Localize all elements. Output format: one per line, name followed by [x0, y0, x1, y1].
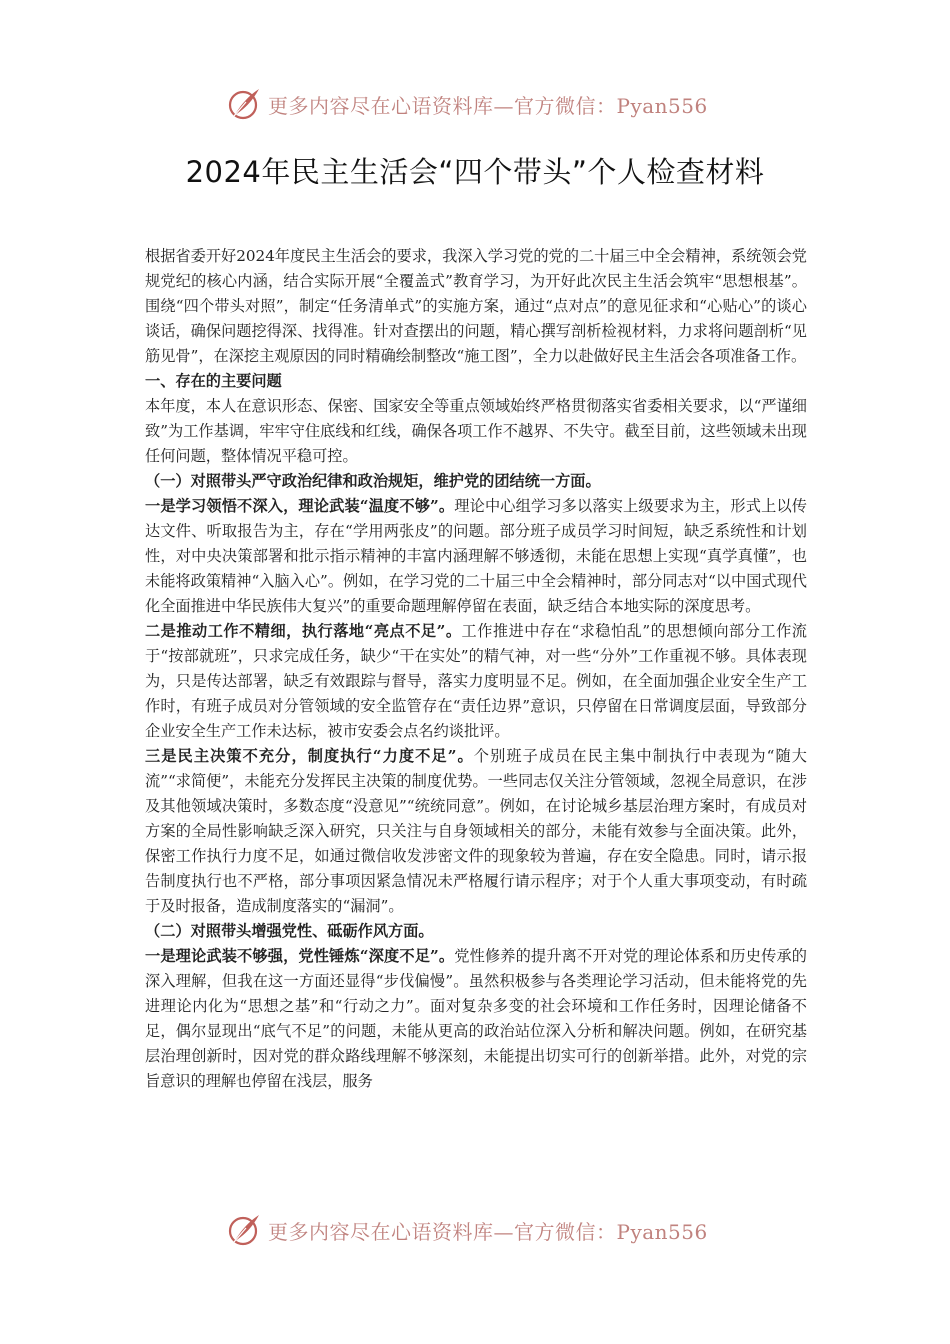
watermark-banner-bottom [226, 1210, 726, 1250]
paragraph-2-lead: 一是学习领悟不深入，理论武装“温度不够”。 [145, 497, 455, 515]
document-body [145, 244, 807, 1094]
subsection-heading-2: （二）对照带头增强党性、砥砺作风方面。 [145, 922, 434, 940]
paragraph-5-lead: 一是理论武装不够强，党性锤炼“深度不足”。 [145, 947, 455, 965]
subsection-heading-1: （一）对照带头严守政治纪律和政治规矩，维护党的团结统一方面。 [145, 472, 601, 490]
watermark-banner-top [226, 84, 726, 124]
paragraph-4-lead: 三是民主决策不充分，制度执行“力度不足”。 [145, 747, 474, 765]
paragraph-2-body: 理论中心组学习多以落实上级要求为主，形式上以传达文件、听取报告为主，存在“学用两张皮”的问题。部分班子成员学习时间短，缺乏系统性和计划性，对中央决策部署和批示指示精神的丰富内涵理解不够透彻，未能在思想上实现“真学真懂”，也未能将政策精神“入脑入心”。例如，在学习党的二十届三中全会精神时，部分同志对“以中国式现代化全面推进中华民族伟大复兴”的重要命题理解停留在表面，缺乏结合本地实际的深度思考。 [145, 497, 807, 615]
paragraph-5-body: 党性修养的提升离不开对党的理论体系和历史传承的深入理解，但我在这一方面还显得“步伐偏慢”。虽然积极参与各类理论学习活动，但未能将党的先进理论内化为“思想之基”和“行动之力”。面对复杂多变的社会环境和工作任务时，因理论储备不足，偶尔显现出“底气不足”的问题，未能从更高的政治站位深入分析和解决问题。例如，在研究基层治理创新时，因对党的群众路线理解不够深刻，未能提出切实可行的创新举措。此外，对党的宗旨意识的理解也停留在浅层，服务 [145, 947, 807, 1090]
feather-logo-icon [226, 86, 262, 122]
paragraph-1: 本年度，本人在意识形态、保密、国家安全等重点领域始终严格贯彻落实省委相关要求，以“严谨细致”为工作基调，牢牢守住底线和红线，确保各项工作不越界、不失守。截至目前，这些领域未出现任何问题，整体情况平稳可控。 [145, 397, 807, 465]
watermark-text: 更多内容尽在心语资料库—官方微信：Pyan556 [268, 1219, 708, 1244]
paragraph-2 [145, 494, 807, 619]
intro-paragraph: 根据省委开好2024年度民主生活会的要求，我深入学习党的党的二十届三中全会精神，系统领会党规党纪的核心内涵，结合实际开展“全覆盖式”教育学习，为开好此次民主生活会筑牢“思想根基”。围绕“四个带头对照”，制定“任务清单式”的实施方案，通过“点对点”的意见征求和“心贴心”的谈心谈话，确保问题挖得深、找得准。针对查摆出的问题，精心撰写剖析检视材料，力求将问题剖析“见筋见骨”，在深挖主观原因的同时精确绘制整改“施工图”，全力以赴做好民主生活会各项准备工作。 [145, 247, 807, 365]
paragraph-4-body: 个别班子成员在民主集中制执行中表现为“随大流”“求简便”，未能充分发挥民主决策的制度优势。一些同志仅关注分管领域，忽视全局意识，在涉及其他领域决策时，多数态度“没意见”“统统同意”。例如，在讨论城乡基层治理方案时，有成员对方案的全局性影响缺乏深入研究，只关注与自身领域相关的部分，未能有效参与全面决策。此外，保密工作执行力度不足，如通过微信收发涉密文件的现象较为普遍，存在安全隐患。同时，请示报告制度执行也不严格，部分事项因紧急情况未严格履行请示程序；对于个人重大事项变动，有时疏于及时报备，造成制度落实的“漏洞”。 [145, 747, 807, 915]
watermark-text: 更多内容尽在心语资料库—官方微信：Pyan556 [268, 93, 708, 118]
section-heading-1: 一、存在的主要问题 [145, 372, 282, 390]
paragraph-3 [145, 619, 807, 744]
document-title: 2024年民主生活会“四个带头”个人检查材料 [185, 155, 765, 189]
paragraph-4 [145, 744, 807, 919]
feather-logo-icon [226, 1212, 262, 1248]
paragraph-3-body: 工作推进中存在“求稳怕乱”的思想倾向部分工作流于“按部就班”，只求完成任务，缺少“干在实处”的精气神，对一些“分外”工作重视不够。具体表现为，只是传达部署，缺乏有效跟踪与督导，落实力度明显不足。例如，在全面加强企业安全生产工作时，有班子成员对分管领域的安全监管存在“责任边界”意识，只停留在日常调度层面，导致部分企业安全生产工作未达标，被市安委会点名约谈批评。 [145, 622, 807, 740]
paragraph-5 [145, 944, 807, 1094]
paragraph-3-lead: 二是推动工作不精细，执行落地“亮点不足”。 [145, 622, 462, 640]
